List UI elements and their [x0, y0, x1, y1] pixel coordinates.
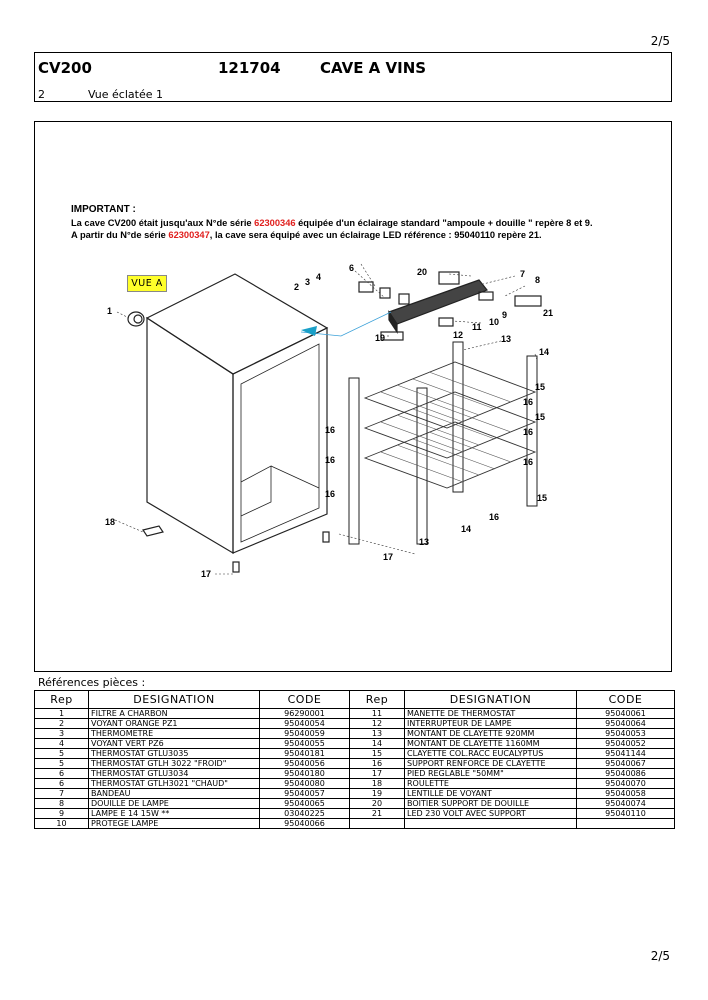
- table-row: [35, 799, 675, 809]
- callout-17a: 17: [383, 552, 394, 562]
- designation-cell: LED 230 VOLT AVEC SUPPORT: [405, 809, 577, 819]
- callout-20: 20: [417, 267, 428, 277]
- col-designation-1: DESIGNATION: [89, 691, 260, 709]
- table-row: [35, 749, 675, 759]
- code-cell: 95040052: [577, 739, 675, 749]
- view-a-label: VUE A: [127, 275, 167, 292]
- code-cell: 95040055: [260, 739, 350, 749]
- callout-15b: 15: [535, 412, 546, 422]
- table-row: [35, 729, 675, 739]
- exploded-diagram: [35, 122, 671, 671]
- table-row: [35, 739, 675, 749]
- rep-cell: 19: [350, 789, 405, 799]
- col-rep-1: Rep: [35, 691, 89, 709]
- designation-cell: INTERRUPTEUR DE LAMPE: [405, 719, 577, 729]
- designation-cell: PIED REGLABLE "50MM": [405, 769, 577, 779]
- callout-14a: 14: [539, 347, 550, 357]
- code-cell: 95040110: [577, 809, 675, 819]
- notice-line1-a: La cave CV200 était jusqu'aux N°de série: [71, 217, 255, 228]
- callout-4: 4: [316, 272, 322, 282]
- rep-cell: 10: [35, 819, 89, 829]
- code-cell: 95041144: [577, 749, 675, 759]
- page-number-bottom: 2/5: [650, 949, 670, 963]
- code-cell: 95040086: [577, 769, 675, 779]
- table-row: [35, 819, 675, 829]
- rep-cell: 5: [35, 759, 89, 769]
- callout-7: 7: [520, 269, 526, 279]
- callout-12: 12: [453, 330, 464, 340]
- callout-11: 11: [472, 322, 482, 332]
- table-header-row: [35, 691, 675, 709]
- designation-cell: THERMOSTAT GTLU3034: [89, 769, 260, 779]
- notice-serial-2: 62300347: [168, 230, 210, 240]
- designation-cell: LENTILLE DE VOYANT: [405, 789, 577, 799]
- cabinet-front: [233, 328, 327, 553]
- notice-serial-1: 62300346: [254, 217, 296, 228]
- code-cell: 95040074: [577, 799, 675, 809]
- designation-cell: THERMOSTAT GTLH 3022 "FROID": [89, 759, 260, 769]
- callout-17b: 17: [201, 569, 212, 579]
- callout-18: 18: [105, 517, 116, 527]
- code-cell: 95040058: [577, 789, 675, 799]
- rep-cell: 20: [350, 799, 405, 809]
- designation-cell: VOYANT ORANGE PZ1: [89, 719, 260, 729]
- rep-cell: 11: [350, 709, 405, 719]
- callout-16a: 16: [523, 397, 534, 407]
- designation-cell: LAMPE E 14 15W **: [89, 809, 260, 819]
- designation-cell: BOITIER SUPPORT DE DOUILLE: [405, 799, 577, 809]
- designation-cell: [405, 819, 577, 829]
- rep-cell: 4: [35, 739, 89, 749]
- callout-16c: 16: [523, 427, 534, 437]
- rep-cell: 15: [350, 749, 405, 759]
- code-cell: 95040180: [260, 769, 350, 779]
- code-cell: 95040054: [260, 719, 350, 729]
- col-designation-2: DESIGNATION: [405, 691, 577, 709]
- rep-cell: 1: [35, 709, 89, 719]
- rep-cell: [350, 819, 405, 829]
- rep-cell: 6: [35, 769, 89, 779]
- callout-1: 1: [107, 306, 113, 316]
- code-cell: 95040067: [577, 759, 675, 769]
- code-cell: 95040070: [577, 779, 675, 789]
- code-cell: 95040066: [260, 819, 350, 829]
- rep-cell: 5: [35, 749, 89, 759]
- callout-15a: 15: [535, 382, 546, 392]
- code-cell: 95040064: [577, 719, 675, 729]
- code-cell: 03040225: [260, 809, 350, 819]
- callout-16d: 16: [325, 455, 336, 465]
- code-cell: 95040061: [577, 709, 675, 719]
- rep-cell: 16: [350, 759, 405, 769]
- model-name: CV200: [38, 59, 92, 77]
- designation-cell: MONTANT DE CLAYETTE 920MM: [405, 729, 577, 739]
- rep-cell: 8: [35, 799, 89, 809]
- callout-8: 8: [535, 275, 541, 285]
- code-cell: 95040057: [260, 789, 350, 799]
- callout-6: 6: [349, 263, 355, 273]
- designation-cell: DOUILLE DE LAMPE: [89, 799, 260, 809]
- rep-cell: 13: [350, 729, 405, 739]
- rep-cell: 9: [35, 809, 89, 819]
- notice-line1-b: équipée d'un éclairage standard "ampoule + douille " repère 8 et 9.: [295, 217, 593, 228]
- designation-cell: ROULETTE: [405, 779, 577, 789]
- callout-16f: 16: [325, 489, 336, 499]
- code-cell: 95040059: [260, 729, 350, 739]
- rep-cell: 12: [350, 719, 405, 729]
- callout-21: 21: [543, 308, 554, 318]
- table-row: [35, 709, 675, 719]
- callout-10: 10: [489, 317, 500, 327]
- rep-cell: 14: [350, 739, 405, 749]
- designation-cell: MANETTE DE THERMOSTAT: [405, 709, 577, 719]
- product-title: CAVE A VINS: [320, 59, 427, 77]
- table-row: [35, 719, 675, 729]
- designation-cell: FILTRE A CHARBON: [89, 709, 260, 719]
- rep-cell: 17: [350, 769, 405, 779]
- section-number: 2: [38, 88, 45, 101]
- header-box: [34, 52, 672, 102]
- callout-14b: 14: [461, 524, 472, 534]
- notice-line2-a: A partir du N°de série: [71, 230, 169, 240]
- col-rep-2: Rep: [350, 691, 405, 709]
- rep-cell: 6: [35, 779, 89, 789]
- cabinet-side: [147, 318, 233, 553]
- rep-cell: 21: [350, 809, 405, 819]
- rep-cell: 18: [350, 779, 405, 789]
- designation-cell: VOYANT VERT PZ6: [89, 739, 260, 749]
- notice-line2-b: , la cave sera équipé avec un éclairage LED référence : 95040110 repère 21.: [209, 230, 542, 240]
- section-title: Vue éclatée 1: [88, 88, 163, 101]
- callout-2: 2: [294, 282, 300, 292]
- designation-cell: BANDEAU: [89, 789, 260, 799]
- callout-16e: 16: [523, 457, 534, 467]
- code-cell: 95040181: [260, 749, 350, 759]
- col-code-2: CODE: [577, 691, 675, 709]
- callout-16g: 16: [489, 512, 500, 522]
- designation-cell: MONTANT DE CLAYETTE 1160MM: [405, 739, 577, 749]
- table-row: [35, 779, 675, 789]
- callout-3: 3: [305, 277, 311, 287]
- rep-cell: 3: [35, 729, 89, 739]
- code-cell: 95040065: [260, 799, 350, 809]
- exploded-view-figure: [34, 121, 672, 672]
- callout-15c: 15: [537, 493, 548, 503]
- code-cell: 95040080: [260, 779, 350, 789]
- table-row: [35, 769, 675, 779]
- callout-13a: 13: [501, 334, 512, 344]
- table-row: [35, 789, 675, 799]
- rep-cell: 2: [35, 719, 89, 729]
- parts-table: [34, 690, 675, 829]
- callout-9: 9: [502, 310, 508, 320]
- table-row: [35, 759, 675, 769]
- cabinet-top: [147, 274, 327, 374]
- designation-cell: CLAYETTE COL.RACC EUCALYPTUS: [405, 749, 577, 759]
- table-row: [35, 809, 675, 819]
- code-cell: 95040053: [577, 729, 675, 739]
- callout-13b: 13: [419, 537, 430, 547]
- code-cell: 96290001: [260, 709, 350, 719]
- designation-cell: THERMOSTAT GTLH3021 "CHAUD": [89, 779, 260, 789]
- col-code-1: CODE: [260, 691, 350, 709]
- designation-cell: THERMOMETRE: [89, 729, 260, 739]
- rep-cell: 7: [35, 789, 89, 799]
- designation-cell: THERMOSTAT GTLU3035: [89, 749, 260, 759]
- callout-16b: 16: [325, 425, 336, 435]
- notice-title: IMPORTANT :: [71, 204, 136, 215]
- page-number-top: 2/5: [650, 34, 670, 48]
- callout-19: 19: [375, 333, 386, 343]
- code-cell: [577, 819, 675, 829]
- designation-cell: SUPPORT RENFORCE DE CLAYETTE: [405, 759, 577, 769]
- reference-number: 121704: [218, 59, 281, 77]
- code-cell: 95040056: [260, 759, 350, 769]
- references-label: Références pièces :: [38, 676, 146, 689]
- designation-cell: PROTEGE LAMPE: [89, 819, 260, 829]
